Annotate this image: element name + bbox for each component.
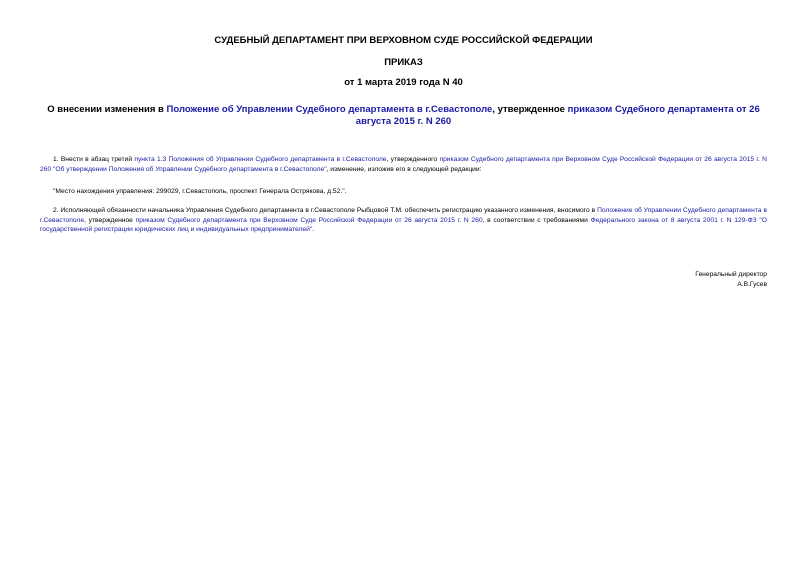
paragraph-address: "Место нахождения управления: 299029, г.Севастополь, проспект Генерала Острякова, д.52.". (53, 188, 347, 195)
subject-text-2: , утвержденное (492, 104, 568, 115)
signature-block (695, 270, 767, 289)
document-type: ПРИКАЗ (384, 57, 423, 68)
p1-text-3: , изменение, изложив его в следующей редакции: (326, 165, 482, 173)
subject-link-order[interactable]: приказом Судебного департамента от 26 августа 2015 г. N 260 (355, 104, 760, 127)
paragraph-2 (40, 206, 767, 235)
signatory-name: А.В.Гусев (737, 280, 767, 288)
p3-text-1: 2. Исполняющей обязанности начальника Управления Судебного департамента в г.Севастополе Рыбцовой Т.М. обеспечить регистрацию указанного изменения, вносимого в (53, 207, 598, 214)
document-date-number: от 1 марта 2019 года N 40 (344, 77, 463, 88)
p3-text-3: , в соответствии с требованиями (482, 216, 591, 224)
paragraph-1 (40, 155, 767, 174)
department-title: СУДЕБНЫЙ ДЕПАРТАМЕНТ ПРИ ВЕРХОВНОМ СУДЕ РОССИЙСКОЙ ФЕДЕРАЦИИ (214, 35, 593, 46)
p1-link-clause[interactable]: пункта 1.3 Положения об Управлении Судебного департамента в г.Севастополе (134, 156, 387, 163)
p3-link-order[interactable]: приказом Судебного департамента при Верховном Суде Российской Федерации от 26 августа 2015 г. N 260 (135, 216, 483, 224)
p3-text-4: . (312, 226, 315, 234)
p3-link-regulation[interactable]: Положение об Управлении Судебного департамента в г.Севастополе (40, 207, 767, 224)
subject-link-regulation[interactable]: Положение об Управлении Судебного департамента в г.Севастополе (166, 104, 493, 115)
p1-text-2: , утвержденного (386, 156, 440, 163)
signatory-position: Генеральный директор (695, 271, 767, 278)
p3-text-2: , утвержденное (84, 216, 136, 224)
p3-link-federal-law[interactable]: Федерального закона от 8 августа 2001 г. N 129-ФЗ "О государственной регистрации юридических лиц и индивидуальных предпринимателей" (40, 216, 767, 234)
p1-text-1: 1. Внести в абзац третий (53, 156, 135, 163)
subject-text-1: О внесении изменения в (47, 104, 167, 115)
document-subject (40, 104, 767, 128)
p1-link-order[interactable]: приказом Судебного департамента при Верховном Суде Российской Федерации от 26 августа 2015 г. N 260 "Об утверждении Положения об Управлении Судебного департамента в г.Севастополе" (40, 156, 767, 173)
